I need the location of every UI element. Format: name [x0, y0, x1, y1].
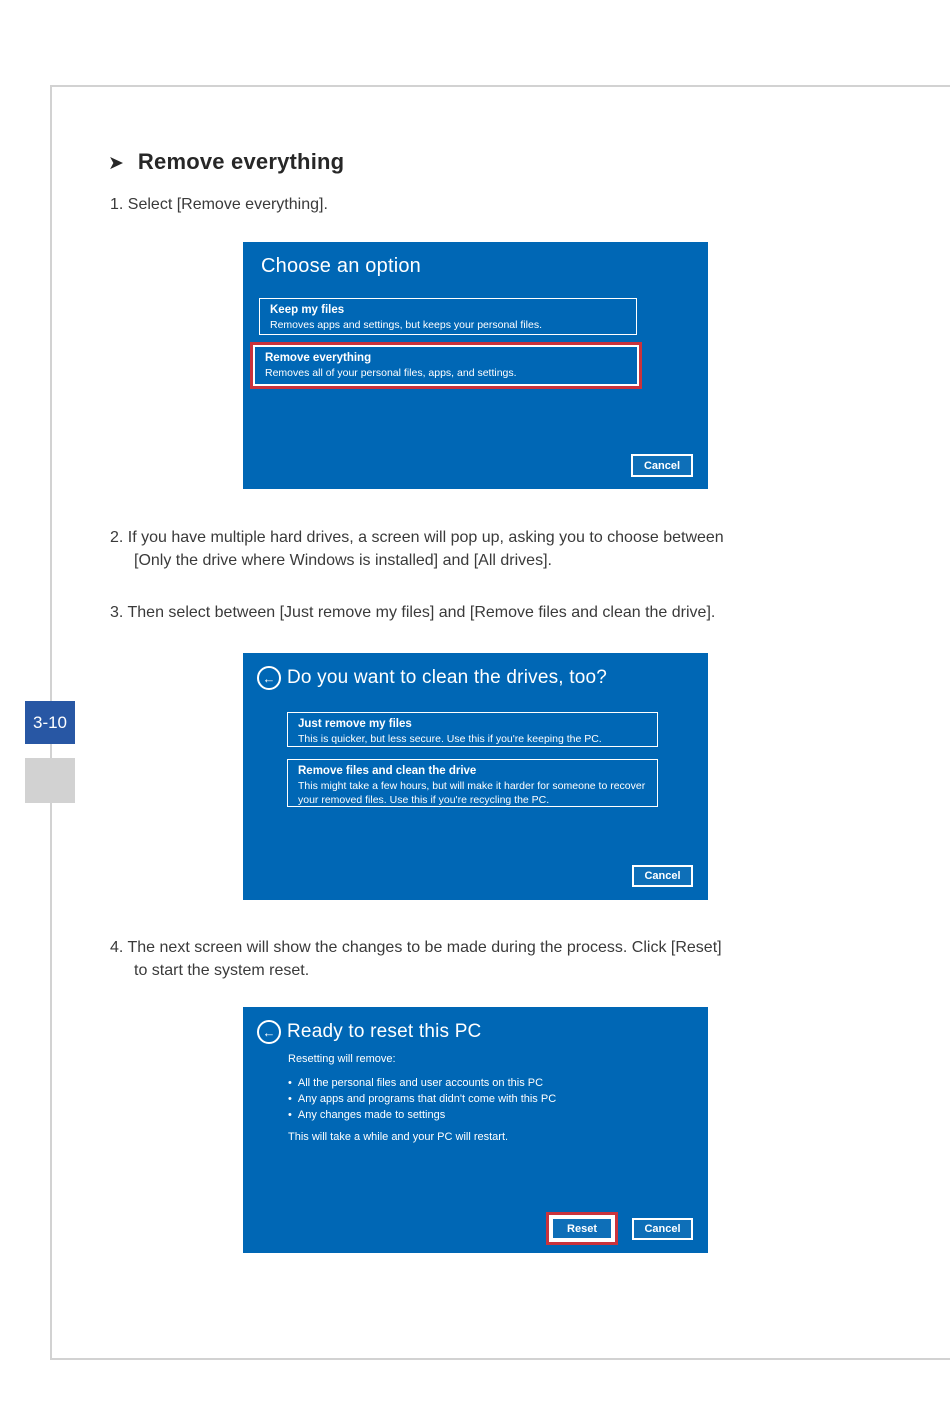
step-2-text — [110, 526, 870, 572]
dialog-title: Ready to reset this PC — [287, 1021, 482, 1042]
step-2-line-1: 2. If you have multiple hard drives, a screen will pop up, asking you to choose between — [110, 529, 724, 546]
arrowhead-icon: ➤ — [108, 152, 124, 174]
option-title: Keep my files — [270, 304, 345, 316]
option-description: Removes apps and settings, but keeps your personal files. — [270, 319, 542, 331]
bullet-icon: • — [288, 1109, 292, 1121]
option-remove-files-and-clean-drive[interactable] — [287, 759, 658, 807]
option-keep-my-files[interactable] — [259, 298, 637, 335]
highlight-reset-button — [546, 1212, 618, 1245]
option-title: Remove files and clean the drive — [298, 765, 477, 777]
back-icon[interactable]: ← — [257, 666, 281, 690]
step-3-text: 3. Then select between [Just remove my files] and [Remove files and clean the drive]. — [110, 604, 716, 621]
step-4-line-1: 4. The next screen will show the changes to be made during the process. Click [Reset] — [110, 939, 722, 956]
dialog-title: Choose an option — [261, 255, 421, 277]
option-description: This is quicker, but less secure. Use this if you're keeping the PC. — [298, 733, 602, 745]
cancel-button[interactable]: Cancel — [632, 865, 693, 887]
bullet-icon: • — [288, 1093, 292, 1105]
option-just-remove-my-files[interactable] — [287, 712, 658, 747]
dialog-clean-drives — [243, 653, 708, 900]
cancel-button[interactable]: Cancel — [631, 454, 693, 477]
reset-button[interactable]: Reset — [551, 1217, 613, 1240]
bullet-text: Any changes made to settings — [297, 1109, 446, 1121]
dialog-choose-an-option — [243, 242, 708, 489]
section-heading-title: Remove everything — [137, 149, 345, 174]
list-item — [288, 1092, 668, 1107]
back-icon[interactable]: ← — [257, 1020, 281, 1044]
step-2-line-2: [Only the drive where Windows is installed] and [All drives]. — [134, 552, 552, 569]
highlight-remove-everything — [250, 342, 642, 389]
option-description: Removes all of your personal files, apps, and settings. — [265, 367, 517, 379]
option-title: Remove everything — [265, 352, 372, 364]
bullet-icon: • — [288, 1077, 292, 1089]
reset-intro: Resetting will remove: — [288, 1053, 396, 1065]
bullet-text: Any apps and programs that didn't come with this PC — [297, 1093, 557, 1105]
section-heading — [108, 149, 344, 175]
list-item — [288, 1076, 668, 1091]
step-1-text: 1. Select [Remove everything]. — [110, 196, 328, 213]
option-description: This might take a few hours, but will make it harder for someone to recover your removed files. Use this if you're recycling the PC. — [298, 780, 646, 806]
reset-bullet-list — [288, 1076, 668, 1123]
reset-note: This will take a while and your PC will restart. — [288, 1131, 509, 1143]
option-title: Just remove my files — [298, 718, 412, 730]
option-remove-everything[interactable] — [255, 347, 637, 384]
step-4-line-2: to start the system reset. — [134, 962, 310, 979]
step-4-text — [110, 936, 870, 982]
cancel-button[interactable]: Cancel — [632, 1218, 693, 1240]
page-number-tab: 3-10 — [25, 701, 75, 744]
bullet-text: All the personal files and user accounts on this PC — [297, 1077, 544, 1089]
dialog-title: Do you want to clean the drives, too? — [287, 667, 608, 688]
dialog-ready-to-reset — [243, 1007, 708, 1253]
reset-summary — [288, 1052, 668, 1145]
list-item — [288, 1108, 668, 1123]
side-gray-tab — [25, 758, 75, 803]
